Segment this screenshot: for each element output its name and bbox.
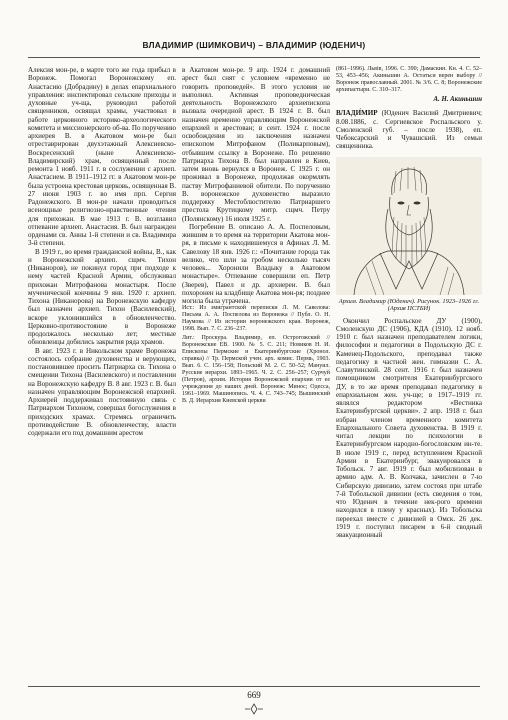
literature-continued: (861–1996). Львів, 1996. С. 390; Дамаскин. Кн. 4. С. 52–53, 453–456; Акиньшин А. Остаться верен выбору // Воронеж православный. 2001. № 3/6. С. 8; Воронежские архипастыри. С. 310–317. — [336, 66, 482, 93]
column-3 — [336, 66, 482, 680]
entry-intro — [336, 109, 482, 150]
author-signature: А. Н. Акиньшин — [433, 96, 482, 103]
ornament-icon — [244, 703, 264, 715]
column-2 — [182, 66, 330, 680]
sources-entry: Ист.: Из эмигрантской переписки Л. М. Савелова: Письма А. А. Поспелова из Воронежа // Публ. О. Н. Наумова // Из истории воронежского края. Воронеж, 1998. Вып. 7. С. 236–237. — [182, 305, 330, 333]
paragraph: Алексия мон-ре, в марте того же года прибыл в Воронеж. Помогал Воронежскому еп. Анастасию (Добрадину) в делах епархиального управления: инспектировал сельские приходы и духовные уч-ща, руководил работой священников, освящал храмы, участвовал в работе церковного историко-археологического комитета и миссионерского об-ва. По поручению архиерея В. в Акатовом мон-ре был отреставрирован двухэтажный Алексиевско-Воскресенский (ныне Алексиевско-Владимирский) храм, освященный после ремонта 1 нояб. 1911 г. в сослужении с архиеп. Анастасием. В 1911–1912 гг. в Акатовом мон-ре была устроена крестовая церковь, освященная В. 27 июня 1903 г. во имя прп. Сергия Радонежского. В мон-ре начали проводиться всенощные религиозно-нравственные чтения для прихожан. В мае 1913 г. В. возглавил отпевание архиеп. Анастасия. В. был награжден орденами св. Анны 1-й степени и св. Владимира 3-й степени. — [28, 66, 176, 248]
column-1 — [28, 66, 176, 680]
entry-intro-text: (Юденич Василий Дмитриевич; 8.08.1886, с. Сергиевское Роспальского у. Смоленской губ. – после 1938), еп. Чебоксарский и Чувашский. Из семьи священника. — [336, 109, 482, 151]
paragraph: в Акатовом мон-ре. 9 апр. 1924 г. домашний арест был снят с условием «временно не говорить проповедей». В этого условия не выполнял. Активная проповедническая деятельность Воронежского архиепископа вызвала очередной арест. В 1924 г. В. был назначен временно управляющим Воронежской епархией и арестован; в сент. 1924 г. после освобождения из заключения назначен епископом Митрофаном (Поликарповым), отбывшим ссылку в Воронеже. По решению Патриарха Тихона В. был направлен в Киев, затем вновь вернулся в Воронеж. С 1925 г. он проживал в Воронеже, продолжая окормлять паству Митрофаниевой обители. По поручению В. воронежское духовенство выразило поддержку Местоблюстителю Патриаршего престола Крутицкому митр. сщмч. Петру (Полянскому) 16 июля 1925 г. — [182, 66, 330, 223]
entry-headword: ВЛАДИ́МИР — [336, 109, 378, 118]
literature-entry: Лит.: Проскура. Владимир, еп. Острогожский // Воронежские ЕВ. 1900. № 5. С. 211; Новиков Н. И. Епископы Пермские и Екатеринбургские (Хронол. справка) // Тр. Пермской учен. арх. комис. Пермь, 1903. Вып. 6. С. 156–158; Польский М. 2. С. 50–52; Мануил. Русские иерархи. 1893–1965. Ч. 2. С. 256–257; Сурчуй (Петров), архим. История Воронежской епархии от ее учреждения до наших дней. Воронеж: Минос; Одесса, 1961–1969. Машинопись. Ч. 4. С. 743–745; Вышинский В. Д. Иерархия Киевской церкви — [182, 335, 330, 405]
header-rule — [28, 57, 480, 58]
portrait-figure — [336, 157, 482, 295]
paragraph: В 1919 г., во время гражданской войны, В., как и Воронежский архиеп. сщмч. Тихон (Никаноров), не покинул город при подходе к нему частей Красной Армии, обслуживал прихожан Митрофанова монастыря. После мученической кончины 9 янв. 1920 г. архиеп. Тихона (Никанорова) на Воронежскую кафедру был назначен архиеп. Тихон (Василевский), вскоре уклонившийся в обновленчество. Церковно-противостояние в Воронеже продолжалось несколько лет; местные обновленцы добились закрытия ряда храмов. — [28, 247, 176, 347]
portrait-caption: Архим. Владимир (Юденич). Рисунок. 1923–1926 гг. (Архив ПСТБИ) — [338, 297, 480, 313]
references-continued — [336, 66, 482, 94]
paragraph: В авг. 1923 г. в Никольском храме Воронежа состоялось собрание духовенства и верующих, постановившее просить Патриарха св. Тихона о смещении Тихона (Василевского) и поставлении на Воронежскую кафедру В. 8 авг. 1923 г. В. был назначен управляющим Воронежской епархией. Архиерей поддерживал постоянную связь с Патриархом Тихоном, совершал богослужения в приходских храмах. Стремясь ограничить противодействие В. обновленчеству, власти содержали его под домашним арестом — [28, 346, 176, 437]
running-head: ВЛАДИМИР (ШИМКОВИЧ) – ВЛАДИМИР (ЮДЕНИЧ) — [142, 40, 366, 50]
portrait-drawing — [336, 157, 482, 295]
paragraph: Погребение В. описано А. А. Поспеловым, жившим в то время на территории Акатова мон-ря, в письме к находившемуся в Афинах Л. М. Савелову 18 янв. 1926 г.: «Почитание города так велико, что шли за гробом несколько тысяч человек... Хоронили Владыку в Акатовом монастыре». Отпевание совершили еп. Петр (Зверев), Павел и др. архиереи. В. был похоронен на кладбище Акатова мон-ря; позднее могила была утрачена. — [182, 222, 330, 305]
footer-rule — [28, 686, 480, 687]
page-number: 669 — [247, 690, 261, 700]
paragraph: Окончил Роспальское ДУ (1900), Смоленскую ДС (1906), КДА (1910). 12 нояб. 1910 г. был назначен преподавателем логики, философии и педагогики в Подольскую ДС г. Каменец-Подольского, преподавал также педагогику в частной жен. гимназии С. А. Славутинской. 28 сент. 1916 г. был назначен помощником смотрителя Екатеринбургского ДУ, в то же время преподавал педагогику в епархиальном жен. уч-ще; в 1917–1919 гг. являлся редактором «Вестника Екатеринбургской церкви». 2 апр. 1918 г. был избран членом временного комитета Епархиального Совета духовенства. В 1919 г. читал лекции по психологии в Екатеринбургском народно-богословском ин-те. В июле 1919 г., перед вступлением Красной Армии в Екатеринбург, эвакуировался в Тобольск. 7 авг. 1919 г. был мобилизован в армию адм. А. В. Колчака, зачислен в 7-ю Сибирскую дивизию, затем состоял при штабе 7-й Тобольской дивизии (есть сведения о том, что Юденич в течение нек-рого времени находился в плену у красных). Из Тобольска переехал вместе с дивизией в Омск. 26 дек. 1919 г. поступил писарем в 6-й сводный эвакуационный — [336, 316, 482, 540]
references — [182, 305, 330, 405]
